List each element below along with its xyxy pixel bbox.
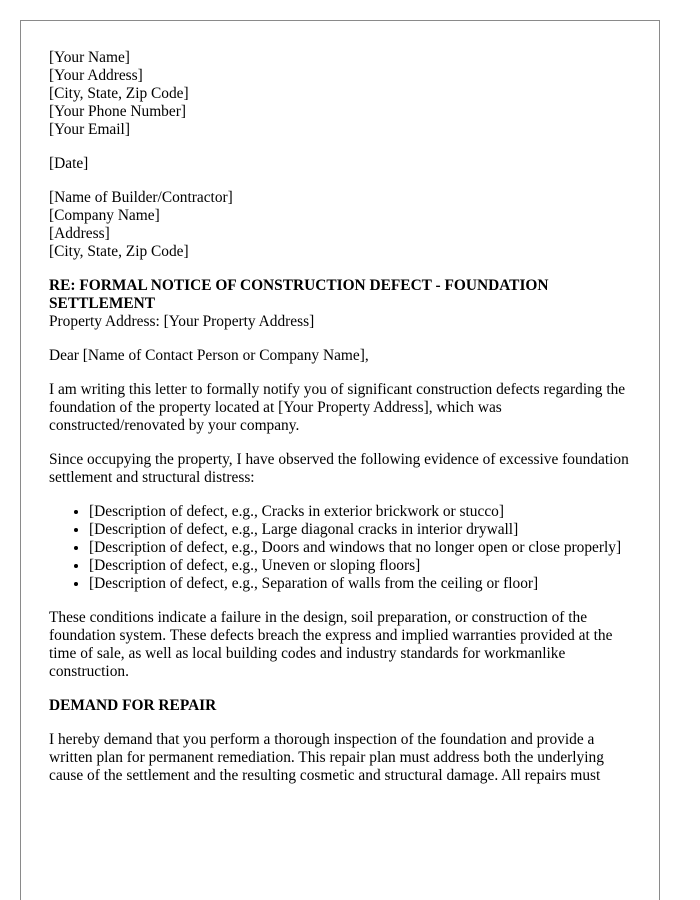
subject-block [49, 277, 633, 331]
letter-body [49, 49, 633, 833]
demand-section-title: DEMAND FOR REPAIR [49, 697, 217, 714]
recipient-address: [Address] [49, 225, 110, 242]
list-item: • [Description of defect, e.g., Cracks in exterior brickwork or stucco] [89, 503, 633, 521]
demand-paragraph: I hereby demand that you perform a thorough inspection of the foundation and provide a written plan for permanent remediation. This repair plan must address both the underlying cause of the settlement and the resulting cosmetic and structural damage. All repairs must [49, 731, 604, 784]
sender-address: [Your Address] [49, 67, 143, 84]
conditions-paragraph: These conditions indicate a failure in the design, soil preparation, or construction of the foundation system. These defects breach the express and implied warranties provided at the time of sale, as well as local building codes and industry standards for workmanlike construction. [49, 609, 613, 680]
list-item: • [Description of defect, e.g., Separation of walls from the ceiling or floor] [89, 575, 633, 593]
sender-email: [Your Email] [49, 121, 130, 138]
list-item: • [Description of defect, e.g., Doors and windows that no longer open or close properly] [89, 539, 633, 557]
recipient-name: [Name of Builder/Contractor] [49, 189, 233, 206]
defect-list [49, 503, 633, 593]
sender-block [49, 49, 633, 139]
subject-heading: RE: FORMAL NOTICE OF CONSTRUCTION DEFECT - FOUNDATION SETTLEMENT [49, 277, 549, 312]
sender-name: [Your Name] [49, 49, 130, 66]
recipient-block [49, 189, 633, 261]
property-address-line: Property Address: [Your Property Address] [49, 313, 315, 330]
letter-date: [Date] [49, 155, 89, 172]
salutation: Dear [Name of Contact Person or Company Name], [49, 347, 369, 364]
date-block [49, 155, 633, 173]
sender-city-state-zip: [City, State, Zip Code] [49, 85, 189, 102]
letter-page [20, 20, 660, 900]
sender-phone: [Your Phone Number] [49, 103, 186, 120]
list-item: • [Description of defect, e.g., Large diagonal cracks in interior drywall] [89, 521, 633, 539]
intro-paragraph: I am writing this letter to formally notify you of significant construction defects regarding the foundation of the property located at [Your Property Address], which was constructed/renovated by your company. [49, 381, 626, 434]
evidence-intro-paragraph: Since occupying the property, I have observed the following evidence of excessive foundation settlement and structural distress: [49, 451, 629, 486]
recipient-city-state-zip: [City, State, Zip Code] [49, 243, 189, 260]
list-item: • [Description of defect, e.g., Uneven or sloping floors] [89, 557, 633, 575]
recipient-company: [Company Name] [49, 207, 160, 224]
